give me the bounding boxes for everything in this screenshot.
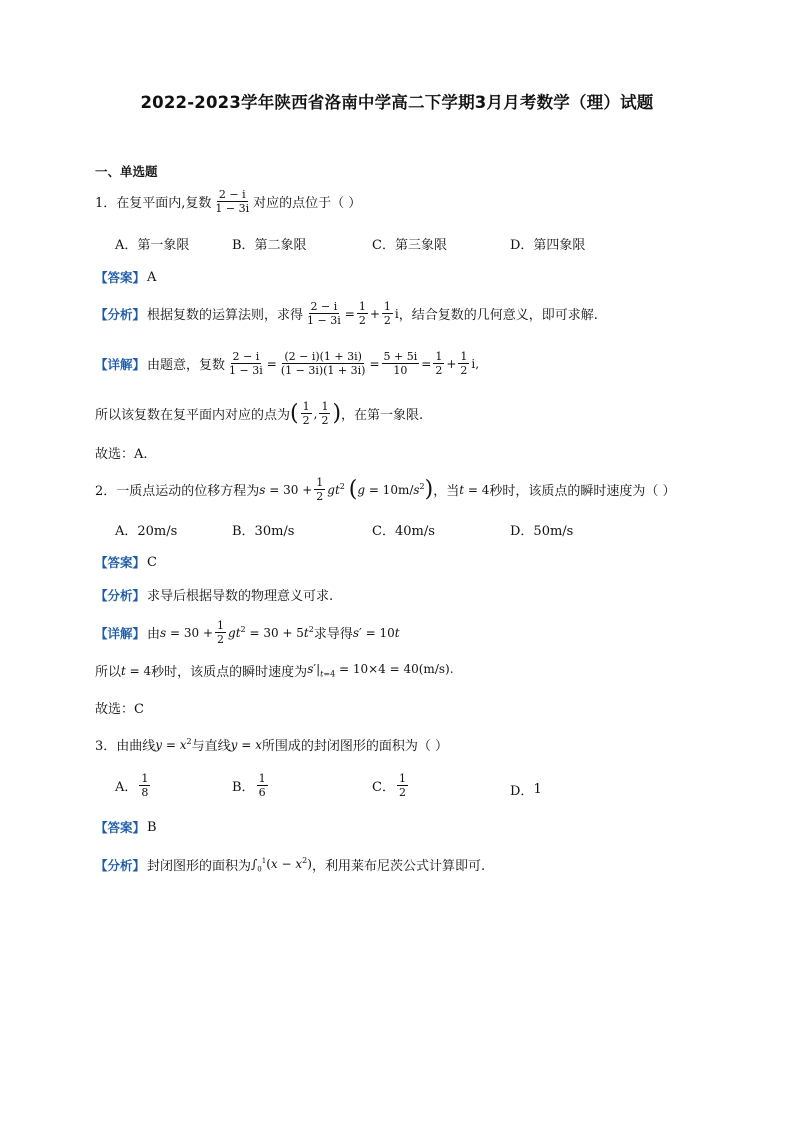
option-b: B．30m/s	[232, 524, 295, 539]
answer-line: 【答案】 A	[95, 269, 157, 285]
section-heading: 一、单选题	[95, 164, 158, 179]
option-d: D．50m/s	[510, 524, 574, 539]
question-3-stem: 3．由曲线 $y = x^2$ 与直线 y = x 所围成的封闭图形的面积为（ ）	[95, 737, 449, 754]
detail-line: 【详解】 由 s = 30 + $\frac{1}{2}$ $gt^2 = 30 + 5t^2$ 求导得 s′ = 10t	[95, 619, 400, 646]
detail-line: 【详解】 由题意，复数 $\frac{2 - i}{1 - 3i}$ = $\frac{(2 - i)(1 + 3i)}{(1 - 3i)(1 + 3i)}$ = $\frac{5 + 5i}{10}$ = $\frac{1}{2}$ + $\frac{1}{2}$ i,	[95, 350, 480, 377]
option-b: B． $\frac{1}{6}$	[232, 772, 266, 799]
choice-line: 故选：A.	[95, 447, 148, 462]
page-title: 2022-2023学年陕西省洛南中学高二下学期3月月考数学（理）试题	[140, 93, 654, 112]
option-d: D． 1	[510, 782, 542, 799]
question-1-stem: 1．在复平面内,复数 $\frac{2 - i}{1 - 3i}$ 对应的点位于（ ）	[95, 188, 362, 215]
answer-line: 【答案】 B	[95, 819, 157, 835]
option-a: A．第一象限	[115, 238, 190, 253]
option-a: A． $\frac{1}{8}$	[115, 772, 149, 799]
choice-line: 故选：C	[95, 702, 144, 717]
option-a: A．20m/s	[115, 524, 178, 539]
fraction: $\frac{2 - i}{1 - 3i}$	[215, 188, 250, 215]
option-b: B．第二象限	[232, 238, 307, 253]
point-line: 所以该复数在复平面内对应的点为 ( $\frac{1}{2}$ , $\frac{1}{2}$ ) ，在第一象限.	[95, 400, 424, 427]
option-c: C．40m/s	[372, 524, 435, 539]
analysis-line: 【分析】 根据复数的运算法则，求得 $\frac{2 - i}{1 - 3i}$ = $\frac{1}{2}$ + $\frac{1}{2}$ i ，结合复数的几何意义，即可求解.	[95, 300, 598, 327]
option-c: C．第三象限	[372, 238, 447, 253]
result-line: 所以 t = 4 秒时，该质点的瞬时速度为 $s'|_{t=4} = 10\times 4 = 40(m/s)$.	[95, 662, 454, 680]
analysis-line: 【分析】 封闭图形的面积为 $\int_0^1(x - x^2)$ ，利用莱布尼茨公式计算即可.	[95, 855, 486, 874]
option-c: C． $\frac{1}{2}$	[372, 772, 406, 799]
answer-line: 【答案】 C	[95, 554, 157, 570]
option-d: D．第四象限	[510, 238, 586, 253]
question-2-stem: 2．一质点运动的位移方程为 s = 30 + $\frac{1}{2}$ $gt^2$ ( $g = 10m/s^2$ ) ，当 t = 4 秒时，该质点的瞬时速度为（ ）	[95, 476, 676, 503]
analysis-line: 【分析】 求导后根据导数的物理意义可求.	[95, 587, 334, 604]
